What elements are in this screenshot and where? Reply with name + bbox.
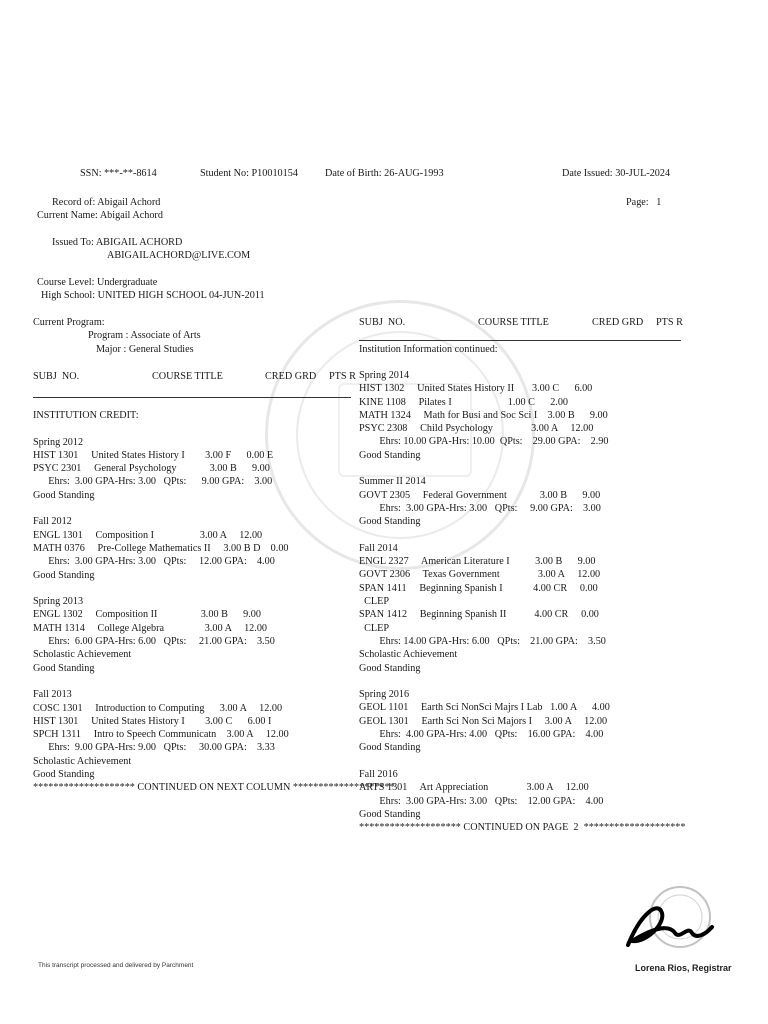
program-title: Current Program: [33,317,105,328]
transcript-line: HIST 1301 United States History I 3.00 F 0.00 E [33,449,274,461]
transcript-line: Fall 2013 [33,689,72,701]
transcript-line: Ehrs: 3.00 GPA-Hrs: 3.00 QPts: 9.00 GPA: 3.00 [359,502,601,514]
registrar-signature [620,875,720,955]
right-header-note: Institution Information continued: [359,344,498,355]
transcript-line: PSYC 2301 General Psychology 3.00 B 9.00 [33,463,270,475]
transcript-line: CLEP [359,622,390,634]
transcript-line: ******************** CONTINUED ON NEXT COLUMN ******************** [33,782,395,794]
transcript-line: Spring 2016 [359,689,410,701]
right-col-subj-header: SUBJ NO. [359,317,406,328]
right-header-rule [359,340,681,341]
ssn-line: SSN: ***-**-8614 [80,168,157,179]
date-issued-value: 30-JUL-2024 [615,168,671,179]
transcript-line: Good Standing [359,516,421,528]
student-no-value: P10010154 [251,168,298,179]
high-school-line: High School: UNITED HIGH SCHOOL 04-JUN-2011 [41,290,265,301]
transcript-line [33,675,395,688]
transcript-line [33,502,395,515]
transcript-line: Good Standing [359,662,421,674]
issued-to-email: ABIGAILACHORD@LIVE.COM [107,250,251,261]
transcript-line: Scholastic Achievement [33,649,132,661]
transcript-line: Ehrs: 6.00 GPA-Hrs: 6.00 QPts: 21.00 GPA: 3.50 [33,636,275,648]
transcript-line: Fall 2016 [359,768,398,780]
left-col-pts-header: PTS R [329,371,356,382]
left-col-title-header: COURSE TITLE [152,371,223,382]
course-level-line: Course Level: Undergraduate [37,277,158,288]
transcript-line: CLEP [359,596,390,608]
transcript-line: Ehrs: 10.00 GPA-Hrs: 10.00 QPts: 29.00 GPA: 2.90 [359,436,609,448]
transcript-line: Spring 2014 [359,370,410,381]
transcript-line: Good Standing [359,449,421,461]
transcript-line [359,755,685,768]
transcript-line: Ehrs: 9.00 GPA-Hrs: 9.00 QPts: 30.00 GPA: 3.33 [33,742,275,754]
transcript-line [33,422,395,435]
transcript-line: ENGL 1302 Composition II 3.00 B 9.00 [33,609,261,621]
transcript-line: MATH 0376 Pre-College Mathematics II 3.00 B D 0.00 [33,542,289,554]
date-issued-line: Date Issued: 30-JUL-2024 [562,168,671,179]
transcript-line: Ehrs: 3.00 GPA-Hrs: 3.00 QPts: 9.00 GPA: 3.00 [33,476,273,488]
transcript-line: COSC 1301 Introduction to Computing 3.00 A 12.00 [33,702,283,714]
page-number-line: Page: 1 [626,197,662,208]
transcript-line: Fall 2014 [359,542,398,554]
student-no-line: Student No: P10010154 [200,168,298,179]
transcript-line: Good Standing [33,662,95,674]
transcript-line: Summer II 2014 [359,476,426,488]
left-header-rule [33,397,351,398]
transcript-line [33,582,395,595]
transcript-line: Good Standing [33,769,95,781]
transcript-line: Good Standing [33,489,95,501]
transcript-line: Ehrs: 14.00 GPA-Hrs: 6.00 QPts: 21.00 GPA: 3.50 [359,635,606,647]
transcript-line: GEOL 1301 Earth Sci Non Sci Majors I 3.00 A 12.00 [359,715,608,727]
transcript-line: GOVT 2305 Federal Government 3.00 B 9.00 [359,489,601,501]
transcript-line: INSTITUTION CREDIT: [33,410,139,421]
dob-line: Date of Birth: 26-AUG-1993 [325,168,444,179]
transcript-line: Spring 2012 [33,436,84,448]
major-line: Major : General Studies [96,344,194,355]
transcript-line: Good Standing [33,569,95,581]
transcript-line: Ehrs: 4.00 GPA-Hrs: 4.00 QPts: 16.00 GPA: 4.00 [359,729,604,741]
transcript-line: GEOL 1101 Earth Sci NonSci Majrs I Lab 1.00 A 4.00 [359,702,610,714]
current-name-line: Current Name: Abigail Achord [37,210,163,221]
transcript-line: SPCH 1311 Intro to Speech Communicatn 3.00 A 12.00 [33,729,289,741]
transcript-line: Scholastic Achievement [33,755,132,767]
transcript-line: Scholastic Achievement [359,649,458,661]
transcript-line: ENGL 2327 American Literature I 3.00 B 9.00 [359,556,596,568]
transcript-line: Fall 2012 [33,516,72,528]
left-col-cred-header: CRED GRD [265,371,317,382]
transcript-line [359,675,685,688]
dob-value: 26-AUG-1993 [384,168,444,179]
transcript-line: MATH 1324 Math for Busi and Soc Sci I 3.00 B 9.00 [359,409,608,421]
right-col-pts-header: PTS R [656,317,683,328]
transcript-line: Spring 2013 [33,596,84,608]
transcript-line: MATH 1314 College Algebra 3.00 A 12.00 [33,622,268,634]
transcript-line: GOVT 2306 Texas Government 3.00 A 12.00 [359,569,601,581]
transcript-line: KINE 1108 Pilates I 1.00 C 2.00 [359,396,569,408]
transcript-line [359,529,685,542]
registrar-name: Lorena Rios, Registrar [635,963,732,973]
left-column [33,409,395,795]
transcript-line: SPAN 1412 Beginning Spanish II 4.00 CR 0.00 [359,609,599,621]
right-col-cred-header: CRED GRD [592,317,644,328]
transcript-line: Good Standing [359,742,421,754]
parchment-footer-note: This transcript processed and delivered by Parchment [38,962,194,969]
transcript-line: ******************** CONTINUED ON PAGE 2 ******************** [359,822,686,834]
transcript-line: ARTS 1301 Art Appreciation 3.00 A 12.00 [359,782,589,794]
transcript-line: Ehrs: 3.00 GPA-Hrs: 3.00 QPts: 12.00 GPA: 4.00 [359,795,604,807]
transcript-line: Ehrs: 3.00 GPA-Hrs: 3.00 QPts: 12.00 GPA: 4.00 [33,556,275,568]
record-of-line: Record of: Abigail Achord [52,197,161,208]
right-col-title-header: COURSE TITLE [478,317,549,328]
transcript-line: SPAN 1411 Beginning Spanish I 4.00 CR 0.00 [359,582,598,594]
transcript-line: PSYC 2308 Child Psychology 3.00 A 12.00 [359,423,594,435]
transcript-line [359,462,685,475]
transcript-line: ENGL 1301 Composition I 3.00 A 12.00 [33,529,263,541]
transcript-line: Good Standing [359,808,421,820]
transcript-line: HIST 1302 United States History II 3.00 C 6.00 [359,383,593,395]
transcript-line: HIST 1301 United States History I 3.00 C 6.00 I [33,715,272,727]
issued-to-line: Issued To: ABIGAIL ACHORD [52,237,183,248]
program-line: Program : Associate of Arts [88,330,201,341]
right-column [359,369,685,834]
left-col-subj-header: SUBJ NO. [33,371,80,382]
ssn-value: ***-**-8614 [104,168,157,179]
